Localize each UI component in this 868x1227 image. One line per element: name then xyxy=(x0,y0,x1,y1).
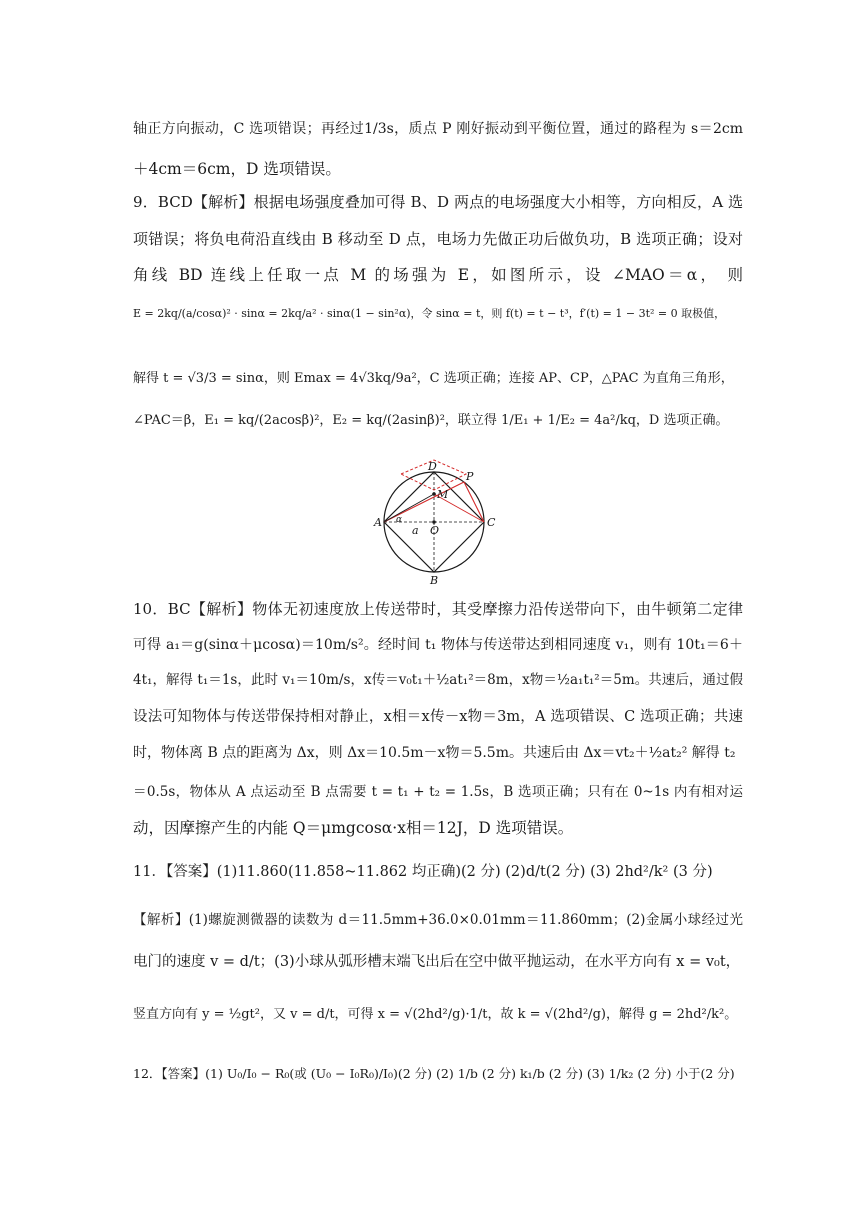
point-m xyxy=(432,492,436,496)
answer-9-line-6: ∠PAC＝β，E₁ = kq/(2acosβ)²，E₂ = kq/(2asinβ)²，联立得 1/E₁ + 1/E₂ = 4a²/kq，D 选项正确。 xyxy=(133,413,729,428)
label-p: P xyxy=(466,470,474,483)
answer-11-line-4: 竖直方向有 y = ½gt²，又 v = d/t，可得 x = √(2hd²/g)·1/t，故 k = √(2hd²/g)，解得 g = 2hd²/k²。 xyxy=(133,1007,738,1022)
label-side-a: a xyxy=(412,524,419,537)
label-alpha: α xyxy=(396,515,403,525)
circle-diagram xyxy=(366,446,506,586)
answer-9-line-5: 解得 t = √3/3 = sinα，则 Emax = 4√3kq/9a²，C 选项正确；连接 AP、CP，△PAC 为直角三角形， xyxy=(133,371,734,386)
label-m: M xyxy=(437,488,449,501)
label-c: C xyxy=(487,516,496,529)
label-o: O xyxy=(430,524,440,537)
answer-10-line-2: 可得 a₁＝g(sinα＋μcosα)＝10m/s²。经时间 t₁ 物体与传送带达到相同速度 v₁，则有 10t₁＝6＋ xyxy=(133,637,743,653)
answer-12-line-1: 12．【答案】(1) U₀/I₀ − R₀(或 (U₀ − I₀R₀)/I₀)(2 分) (2) 1/b (2 分) k₁/b (2 分) (3) 1/k₂ (2 分) 小于(2 分) xyxy=(133,1066,735,1081)
answer-9-line-3: 角线 BD 连线上任取一点 M 的场强为 E，如图所示，设 ∠MAO＝α， 则 xyxy=(133,266,743,284)
label-d: D xyxy=(428,460,437,473)
answer-9-formula-E: E = 2kq/(a/cosα)² · sinα = 2kq/a² · sinα(1 − sin²α)，令 sinα = t，则 f(t) = t − t³，f′(t) = 1 − 3t² = 0 取极值， xyxy=(133,307,726,320)
answer-11-line-3: 电门的速度 v = d/t；(3)小球从弧形槽末端飞出后在空中做平抛运动，在水平方向有 x = v₀t， xyxy=(133,954,741,970)
answer-10-line-7: 动，因摩擦产生的内能 Q＝μmgcosα·x相＝12J，D 选项错误。 xyxy=(133,819,574,837)
label-a: A xyxy=(374,516,382,529)
answer-9-line-1: 9．BCD【解析】根据电场强度叠加可得 B、D 两点的电场强度大小相等，方向相反，A 选 xyxy=(133,193,743,211)
text-line-1: 轴正方向振动，C 选项错误；再经过1/3s，质点 P 刚好振动到平衡位置，通过的路程为 s＝2cm xyxy=(133,121,743,137)
answer-10-line-6: ＝0.5s，物体从 A 点运动至 B 点需要 t = t₁ + t₂ = 1.5s，B 选项正确；只有在 0~1s 内有相对运 xyxy=(133,784,743,800)
answer-11-line-1: 11．【答案】(1)11.860(11.858~11.862 均正确)(2 分) (2)d/t(2 分) (3) 2hd²/k² (3 分) xyxy=(133,864,713,880)
text-line-2: ＋4cm＝6cm，D 选项错误。 xyxy=(133,160,341,178)
answer-10-line-1: 10．BC【解析】物体无初速度放上传送带时，其受摩擦力沿传送带向下，由牛顿第二定律 xyxy=(133,600,743,618)
answer-9-line-2: 项错误；将负电荷沿直线由 B 移动至 D 点，电场力先做正功后做负功，B 选项正确；设对 xyxy=(133,230,743,248)
line-am xyxy=(384,494,434,522)
answer-11-line-2: 【解析】(1)螺旋测微器的读数为 d＝11.5mm+36.0×0.01mm＝11.860mm；(2)金属小球经过光 xyxy=(133,912,743,928)
answer-10-line-3: 4t₁，解得 t₁＝1s，此时 v₁＝10m/s，x传＝v₀t₁＋½at₁²＝8m，x物＝½a₁t₁²＝5m。共速后，通过假 xyxy=(133,672,743,688)
label-b: B xyxy=(430,574,439,586)
answer-10-line-5: 时，物体离 B 点的距离为 Δx，则 Δx＝10.5m－x物＝5.5m。共速后由 Δx＝vt₂＋½at₂² 解得 t₂ xyxy=(133,745,736,761)
answer-10-line-4: 设法可知物体与传送带保持相对静止，x相＝x传－x物＝3m，A 选项错误、C 选项正确；共速 xyxy=(133,709,743,725)
